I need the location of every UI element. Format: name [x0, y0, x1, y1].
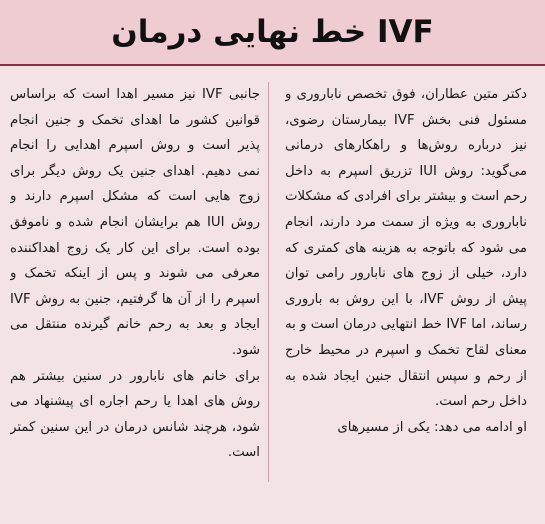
article-column-right [285, 82, 527, 524]
article-paragraph: جانبی IVF نیز مسیر اهدا است که براساس قوانین کشور ما اهدای تخمک و جنین انجام پذیر است و روش اسپرم اهدایی را انجام نمی دهیم. اهدای جنین یک روش دیگر برای زوج هایی است که مشکل اسپرم دارند و روش IUI هم برایشان انجام شده و ناموفق بوده است. برای این کار یک زوج اهداکننده معرفی می شوند و پس از اینکه تخمک و اسپرم را از آن ها گرفتیم، جنین به روش IVF ایجاد و بعد به رحم خانم گیرنده منتقل می شود. [10, 87, 260, 358]
article-paragraph: برای خانم های نابارور در سنین بیشتر هم روش های اهدا یا رحم اجاره ای پیشنهاد می شود، هرچند شانس درمان در این سنین کمتر است. [10, 368, 260, 461]
article-title: IVF خط نهایی درمان [111, 14, 434, 50]
article-paragraph: دکتر متین عطاران، فوق تخصص ناباروری و مسئول فنی بخش IVF بیمارستان رضوی، نیز درباره روش‌ها و راهکارهای درمانی می‌گوید: روش IUI تزریق اسپرم به داخل رحم است و بیشتر برای افرادی که مشکلات ناباروری به ویژه از سمت مرد دارند، انجام می شود که باتوجه به هزینه های کمتری که دارد، خیلی از زوج های نابارور رامی توان پیش از روش IVF، با این روش به باروری رساند، اما IVF خط انتهایی درمان است و به معنای لقاح تخمک و اسپرم در محیط خارج از رحم و سپس انتقال جنین ایجاد شده به داخل رحم است. [285, 87, 527, 410]
article-header [0, 0, 545, 66]
column-divider [268, 82, 269, 482]
article-paragraph: او ادامه می دهد: یکی از مسیرهای [337, 419, 527, 435]
article-column-left [10, 82, 260, 502]
